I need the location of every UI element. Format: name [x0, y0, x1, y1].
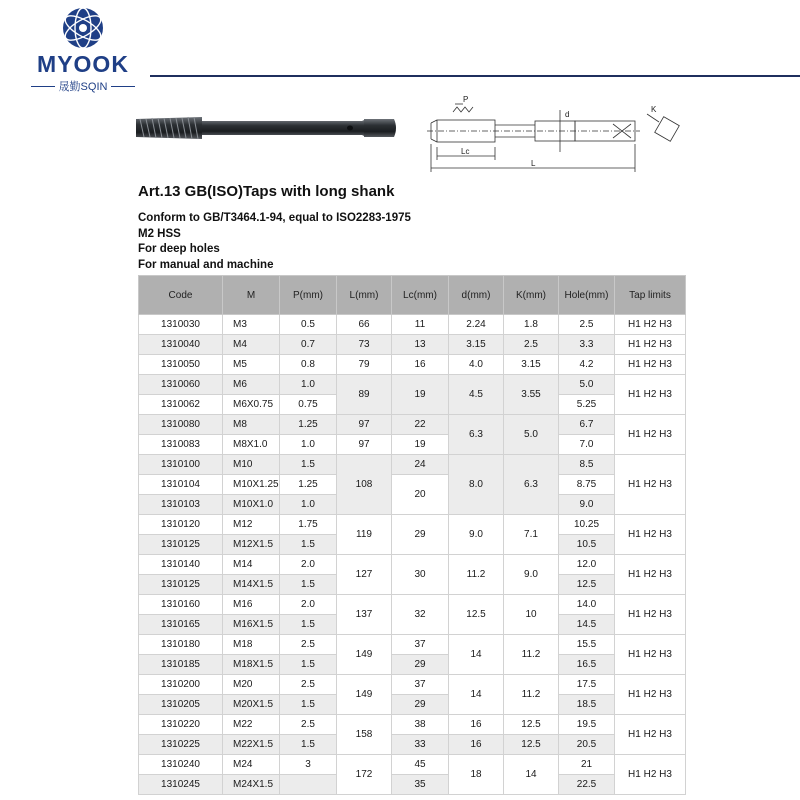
tap-limits-cell: H1 H2 H3 [615, 355, 686, 375]
m-cell: M8X1.0 [223, 435, 280, 455]
d-cell: 16 [449, 715, 504, 735]
m-cell: M20X1.5 [223, 695, 280, 715]
tap-limits-cell: H1 H2 H3 [615, 595, 686, 635]
d-cell: 14 [449, 675, 504, 715]
p-cell: 2.0 [280, 595, 337, 615]
p-cell: 1.5 [280, 535, 337, 555]
d-cell: 16 [449, 735, 504, 755]
hole-cell: 14.5 [559, 615, 615, 635]
l-cell: 108 [337, 455, 392, 515]
k-cell: 14 [504, 755, 559, 795]
d-cell: 4.0 [449, 355, 504, 375]
p-cell: 1.25 [280, 475, 337, 495]
tap-limits-cell: H1 H2 H3 [615, 675, 686, 715]
d-cell: 11.2 [449, 555, 504, 595]
p-cell: 2.5 [280, 715, 337, 735]
table-row [139, 675, 686, 695]
p-cell: 1.5 [280, 455, 337, 475]
description-mode: For manual and machine [138, 258, 274, 271]
product-description [138, 211, 411, 273]
p-cell: 1.5 [280, 575, 337, 595]
code-cell: 1310165 [139, 615, 223, 635]
l-cell: 97 [337, 435, 392, 455]
k-cell: 6.3 [504, 455, 559, 515]
hole-cell: 21 [559, 755, 615, 775]
lc-cell: 45 [392, 755, 449, 775]
code-cell: 1310205 [139, 695, 223, 715]
p-cell: 2.0 [280, 555, 337, 575]
table-row [139, 775, 686, 795]
brand-subtitle [28, 78, 138, 94]
code-cell: 1310083 [139, 435, 223, 455]
lc-cell: 11 [392, 315, 449, 335]
hole-cell: 17.5 [559, 675, 615, 695]
m-cell: M20 [223, 675, 280, 695]
diagram-label-l: L [531, 159, 536, 168]
p-cell: 0.7 [280, 335, 337, 355]
code-cell: 1310120 [139, 515, 223, 535]
lc-cell: 37 [392, 675, 449, 695]
l-cell: 97 [337, 415, 392, 435]
d-cell: 14 [449, 635, 504, 675]
l-cell: 149 [337, 635, 392, 675]
m-cell: M16X1.5 [223, 615, 280, 635]
table-row [139, 335, 686, 355]
code-cell: 1310104 [139, 475, 223, 495]
code-cell: 1310080 [139, 415, 223, 435]
hole-cell: 3.3 [559, 335, 615, 355]
k-cell: 7.1 [504, 515, 559, 555]
l-cell: 79 [337, 355, 392, 375]
code-cell: 1310103 [139, 495, 223, 515]
d-cell: 18 [449, 755, 504, 795]
p-cell: 1.5 [280, 735, 337, 755]
k-cell: 3.55 [504, 375, 559, 415]
hole-cell: 4.2 [559, 355, 615, 375]
tap-limits-cell: H1 H2 H3 [615, 415, 686, 455]
brand-name: MYOOK [37, 51, 129, 77]
table-row [139, 715, 686, 735]
table-row [139, 515, 686, 535]
k-cell: 3.15 [504, 355, 559, 375]
code-cell: 1310140 [139, 555, 223, 575]
m-cell: M12X1.5 [223, 535, 280, 555]
column-header: L(mm) [337, 276, 392, 315]
code-cell: 1310060 [139, 375, 223, 395]
lc-cell: 20 [392, 475, 449, 515]
column-header: K(mm) [504, 276, 559, 315]
code-cell: 1310225 [139, 735, 223, 755]
p-cell: 1.0 [280, 435, 337, 455]
lc-cell: 33 [392, 735, 449, 755]
table-row [139, 635, 686, 655]
lc-cell: 37 [392, 635, 449, 655]
m-cell: M4 [223, 335, 280, 355]
table-row [139, 595, 686, 615]
hole-cell: 18.5 [559, 695, 615, 715]
hole-cell: 8.75 [559, 475, 615, 495]
l-cell: 73 [337, 335, 392, 355]
tap-limits-cell: H1 H2 H3 [615, 375, 686, 415]
code-cell: 1310100 [139, 455, 223, 475]
diagram-label-lc: Lc [461, 147, 470, 156]
p-cell: 1.5 [280, 695, 337, 715]
table-header-row [139, 276, 686, 315]
tap-limits-cell: H1 H2 H3 [615, 635, 686, 675]
diagram-label-d: d [565, 110, 570, 119]
l-cell: 119 [337, 515, 392, 555]
m-cell: M10X1.0 [223, 495, 280, 515]
brand-subtitle-text: 晟勤SQIN [58, 81, 108, 93]
column-header: Code [139, 276, 223, 315]
tap-limits-cell: H1 H2 H3 [615, 315, 686, 335]
m-cell: M10 [223, 455, 280, 475]
d-cell: 4.5 [449, 375, 504, 415]
lc-cell: 13 [392, 335, 449, 355]
column-header: Tap limits [615, 276, 686, 315]
hole-cell: 2.5 [559, 315, 615, 335]
m-cell: M14X1.5 [223, 575, 280, 595]
code-cell: 1310185 [139, 655, 223, 675]
m-cell: M3 [223, 315, 280, 335]
lc-cell: 29 [392, 515, 449, 555]
m-cell: M14 [223, 555, 280, 575]
lc-cell: 19 [392, 375, 449, 415]
hole-cell: 15.5 [559, 635, 615, 655]
table-row [139, 695, 686, 715]
p-cell: 2.5 [280, 635, 337, 655]
table-row [139, 755, 686, 775]
spec-table [138, 275, 686, 795]
d-cell: 9.0 [449, 515, 504, 555]
hole-cell: 12.0 [559, 555, 615, 575]
m-cell: M6X0.75 [223, 395, 280, 415]
diagram-label-k: K [651, 105, 657, 114]
hole-cell: 12.5 [559, 575, 615, 595]
d-cell: 3.15 [449, 335, 504, 355]
table-row [139, 315, 686, 335]
p-cell: 1.0 [280, 375, 337, 395]
code-cell: 1310125 [139, 535, 223, 555]
lc-cell: 22 [392, 415, 449, 435]
code-cell: 1310160 [139, 595, 223, 615]
code-cell: 1310200 [139, 675, 223, 695]
p-cell: 1.5 [280, 615, 337, 635]
lc-cell: 29 [392, 655, 449, 675]
hole-cell: 19.5 [559, 715, 615, 735]
table-row [139, 455, 686, 475]
m-cell: M10X1.25 [223, 475, 280, 495]
hole-cell: 7.0 [559, 435, 615, 455]
l-cell: 66 [337, 315, 392, 335]
column-header: Lc(mm) [392, 276, 449, 315]
code-cell: 1310125 [139, 575, 223, 595]
m-cell: M8 [223, 415, 280, 435]
k-cell: 11.2 [504, 635, 559, 675]
m-cell: M16 [223, 595, 280, 615]
m-cell: M12 [223, 515, 280, 535]
hole-cell: 16.5 [559, 655, 615, 675]
hole-cell: 9.0 [559, 495, 615, 515]
lc-cell: 35 [392, 775, 449, 795]
k-cell: 5.0 [504, 415, 559, 455]
hole-cell: 14.0 [559, 595, 615, 615]
d-cell: 8.0 [449, 455, 504, 515]
column-header: d(mm) [449, 276, 504, 315]
lc-cell: 29 [392, 695, 449, 715]
table-row [139, 355, 686, 375]
code-cell: 1310050 [139, 355, 223, 375]
globe-icon [60, 6, 106, 50]
hole-cell: 5.0 [559, 375, 615, 395]
tap-limits-cell: H1 H2 H3 [615, 335, 686, 355]
m-cell: M24X1.5 [223, 775, 280, 795]
l-cell: 158 [337, 715, 392, 755]
table-row [139, 655, 686, 675]
code-cell: 1310180 [139, 635, 223, 655]
k-cell: 11.2 [504, 675, 559, 715]
page-title: Art.13 GB(ISO)Taps with long shank [138, 183, 395, 200]
p-cell: 1.75 [280, 515, 337, 535]
tap-limits-cell: H1 H2 H3 [615, 555, 686, 595]
code-cell: 1310245 [139, 775, 223, 795]
table-row [139, 435, 686, 455]
l-cell: 137 [337, 595, 392, 635]
table-row [139, 415, 686, 435]
hole-cell: 22.5 [559, 775, 615, 795]
p-cell: 1.5 [280, 655, 337, 675]
p-cell [280, 775, 337, 795]
lc-cell: 38 [392, 715, 449, 735]
m-cell: M5 [223, 355, 280, 375]
p-cell: 0.8 [280, 355, 337, 375]
lc-cell: 24 [392, 455, 449, 475]
k-cell: 2.5 [504, 335, 559, 355]
l-cell: 127 [337, 555, 392, 595]
tap-tool-photo [132, 110, 402, 151]
table-row [139, 735, 686, 755]
p-cell: 1.25 [280, 415, 337, 435]
p-cell: 0.5 [280, 315, 337, 335]
m-cell: M24 [223, 755, 280, 775]
diagram-label-p: P [463, 95, 469, 104]
column-header: P(mm) [280, 276, 337, 315]
code-cell: 1310062 [139, 395, 223, 415]
tap-limits-cell: H1 H2 H3 [615, 715, 686, 755]
p-cell: 0.75 [280, 395, 337, 415]
l-cell: 89 [337, 375, 392, 415]
table-row [139, 475, 686, 495]
k-cell: 12.5 [504, 735, 559, 755]
k-cell: 1.8 [504, 315, 559, 335]
lc-cell: 30 [392, 555, 449, 595]
k-cell: 9.0 [504, 555, 559, 595]
tap-dimension-diagram [425, 92, 695, 182]
column-header: Hole(mm) [559, 276, 615, 315]
hole-cell: 6.7 [559, 415, 615, 435]
brand-logo [28, 6, 138, 94]
hole-cell: 8.5 [559, 455, 615, 475]
lc-cell: 16 [392, 355, 449, 375]
m-cell: M22 [223, 715, 280, 735]
tap-limits-cell: H1 H2 H3 [615, 755, 686, 795]
header-rule [150, 75, 800, 77]
m-cell: M18 [223, 635, 280, 655]
description-standard: Conform to GB/T3464.1-94, equal to ISO2283-1975 [138, 212, 411, 224]
hole-cell: 5.25 [559, 395, 615, 415]
m-cell: M6 [223, 375, 280, 395]
code-cell: 1310220 [139, 715, 223, 735]
l-cell: 172 [337, 755, 392, 795]
m-cell: M18X1.5 [223, 655, 280, 675]
code-cell: 1310030 [139, 315, 223, 335]
l-cell: 149 [337, 675, 392, 715]
k-cell: 12.5 [504, 715, 559, 735]
hole-cell: 20.5 [559, 735, 615, 755]
hole-cell: 10.5 [559, 535, 615, 555]
m-cell: M22X1.5 [223, 735, 280, 755]
tap-limits-cell: H1 H2 H3 [615, 515, 686, 555]
column-header: M [223, 276, 280, 315]
d-cell: 2.24 [449, 315, 504, 335]
k-cell: 10 [504, 595, 559, 635]
table-row [139, 555, 686, 575]
d-cell: 6.3 [449, 415, 504, 455]
p-cell: 2.5 [280, 675, 337, 695]
p-cell: 1.0 [280, 495, 337, 515]
description-material: M2 HSS [138, 227, 181, 240]
code-cell: 1310240 [139, 755, 223, 775]
code-cell: 1310040 [139, 335, 223, 355]
tap-limits-cell: H1 H2 H3 [615, 455, 686, 515]
hole-cell: 10.25 [559, 515, 615, 535]
description-usage: For deep holes [138, 243, 220, 255]
p-cell: 3 [280, 755, 337, 775]
table-row [139, 375, 686, 395]
lc-cell: 32 [392, 595, 449, 635]
lc-cell: 19 [392, 435, 449, 455]
d-cell: 12.5 [449, 595, 504, 635]
